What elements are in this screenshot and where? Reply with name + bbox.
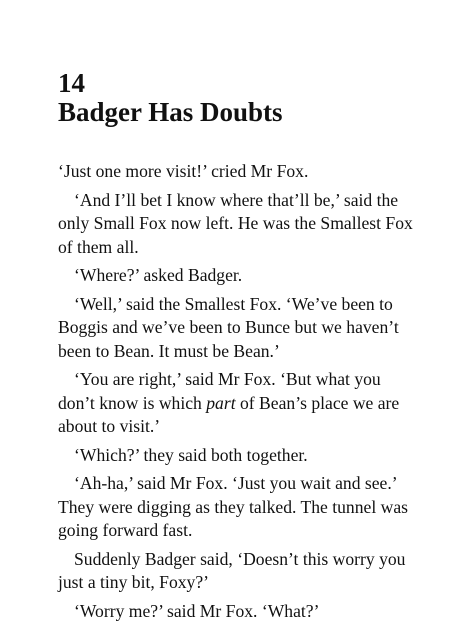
paragraph: [58, 472, 410, 543]
text-line: ‘You are right,’ said Mr Fox. ‘But what you: [74, 369, 381, 389]
text-line: Boggis and we’ve been to Bunce but we haven’t: [58, 317, 399, 337]
chapter-number: 14: [58, 68, 85, 98]
text-line: ‘And I’ll bet I know where that’ll be,’ said the: [74, 189, 399, 210]
chapter-title: Badger Has Doubts: [58, 97, 283, 127]
text-line: going forward fast.: [58, 520, 193, 540]
text-line: only Small Fox now left. He was the Smallest Fox: [58, 213, 413, 233]
text-line: ‘Worry me?’ said Mr Fox. ‘What?’: [74, 600, 320, 621]
text-line: ‘Which?’ they said both together.: [74, 444, 308, 465]
text-line: about to visit.’: [58, 416, 161, 436]
text-segment: of Bean’s place we are: [235, 392, 400, 413]
text-line: ‘Where?’ asked Badger.: [74, 265, 243, 285]
text-line: of them all.: [58, 236, 139, 257]
paragraph: [58, 264, 410, 288]
text-line: Suddenly Badger said, ‘Doesn’t this worry you: [74, 548, 406, 569]
paragraph: [58, 368, 410, 439]
text-line: been to Bean. It must be Bean.’: [58, 340, 280, 361]
text-line: ‘Just one more visit!’ cried Mr Fox.: [58, 161, 309, 181]
chapter-body: [58, 160, 413, 628]
paragraph: [58, 444, 410, 468]
paragraph: [58, 293, 410, 364]
text-segment: don’t know is which: [58, 392, 207, 413]
text-line: just a tiny bit, Foxy?’: [58, 572, 210, 592]
text-line-with-emphasis: [58, 392, 410, 416]
emphasized-word: part: [206, 392, 236, 413]
text-line: They were digging as they talked. The tunnel was: [58, 496, 408, 517]
paragraph: [58, 160, 410, 184]
paragraph: [58, 600, 410, 624]
paragraph: [58, 548, 410, 595]
text-line: ‘Ah-ha,’ said Mr Fox. ‘Just you wait and see.’: [74, 473, 398, 493]
paragraph: [58, 189, 413, 260]
text-line: ‘Well,’ said the Smallest Fox. ‘We’ve been to: [74, 293, 393, 314]
